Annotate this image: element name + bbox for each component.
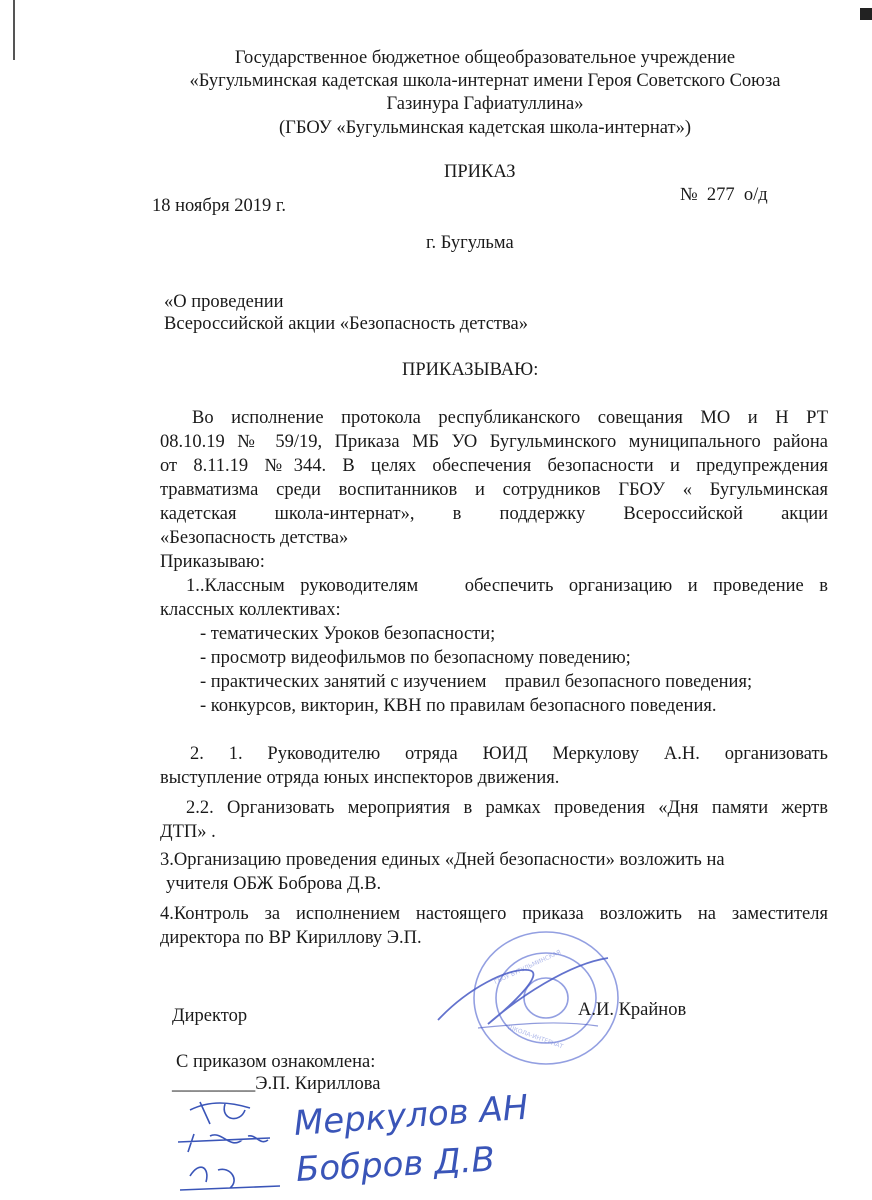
item1-bullet-3: - практических занятий с изучением правил безопасного поведения; (200, 672, 753, 692)
item1-bullet-4: - конкурсов, викторин, КВН по правилам безопасного поведения. (200, 696, 717, 716)
item2-2-line-1: 2.2. Организовать мероприятия в рамках проведения «Дня памяти жертв (186, 798, 828, 818)
item3-line-1: 3.Организацию проведения единых «Дней безопасности» возложить на (160, 850, 725, 870)
order-number: № 277 о/д (680, 185, 768, 205)
subject-line-2: Всероссийской акции «Безопасность детства» (164, 314, 528, 334)
item1-bullet-2: - просмотр видеофильмов по безопасному поведению; (200, 648, 631, 668)
header-line-4: (ГБОУ «Бугульминская кадетская школа-интернат») (278, 118, 692, 138)
svg-text:ШКОЛА-ИНТЕРНАТ: ШКОЛА-ИНТЕРНАТ (506, 1023, 564, 1051)
item4-line-2: директора по ВР Кириллову Э.П. (160, 928, 422, 948)
header-line-2: «Бугульминская кадетская школа-интернат имени Героя Советского Союза (189, 71, 781, 91)
item1-bullet-1: - тематических Уроков безопасности; (200, 624, 496, 644)
preamble-line-4: травматизма среди воспитанников и сотрудников ГБОУ « Бугульминская (160, 480, 828, 500)
acquaint-line: _________Э.П. Кириллова (172, 1074, 381, 1094)
header-line-1: Государственное бюджетное общеобразовательное учреждение (234, 48, 736, 68)
signature-role: Директор (172, 1006, 248, 1026)
preamble-line-5: кадетская школа-интернат», в поддержку Всероссийской акции (160, 504, 828, 524)
signature-name: А.И. Крайнов (578, 1000, 687, 1020)
order-date: 18 ноября 2019 г. (152, 196, 286, 216)
item2-2-line-2: ДТП» . (160, 822, 216, 842)
handwritten-sig-merkulov: Меркулов АН (292, 1087, 530, 1144)
subject-line-1: «О проведении (164, 292, 284, 312)
header-line-3: Газинура Гафиатуллина» (386, 94, 584, 114)
item2-1-line-2: выступление отряда юных инспекторов движения. (160, 768, 560, 788)
initials-scribbles (170, 1090, 290, 1200)
item1-line-1: 1..Классным руководителям обеспечить организацию и проведение в (186, 576, 828, 596)
item4-line-1: 4.Контроль за исполнением настоящего приказа возложить на заместителя (160, 904, 828, 924)
svg-text:ГБОУ БУГУЛЬМИНСКАЯ: ГБОУ БУГУЛЬМИНСКАЯ (493, 948, 563, 986)
preamble-line-6: «Безопасность детства» (160, 528, 349, 548)
order-title: ПРИКАЗ (444, 162, 516, 182)
preamble-line-1: Во исполнение протокола республиканского совещания МО и Н РТ (192, 408, 828, 428)
item2-1-line-1: 2. 1. Руководителю отряда ЮИД Меркулову А.Н. организовать (190, 744, 828, 764)
decree-heading: ПРИКАЗЫВАЮ: (402, 360, 539, 380)
orders-label: Приказываю: (160, 552, 265, 572)
preamble-line-3: от 8.11.19 №344. В целях обеспечения безопасности и предупреждения (160, 456, 828, 476)
item1-line-2: классных коллективах: (160, 600, 341, 620)
preamble-line-2: 08.10.19 № 59/19, Приказа МБ УО Бугульминского муниципального района (160, 432, 828, 452)
acquaint-label: С приказом ознакомлена: (176, 1052, 376, 1072)
handwritten-sig-bobrov: Бобров Д.В (294, 1139, 496, 1190)
item3-line-2: учителя ОБЖ Боброва Д.В. (166, 874, 382, 894)
order-city: г. Бугульма (426, 233, 514, 253)
